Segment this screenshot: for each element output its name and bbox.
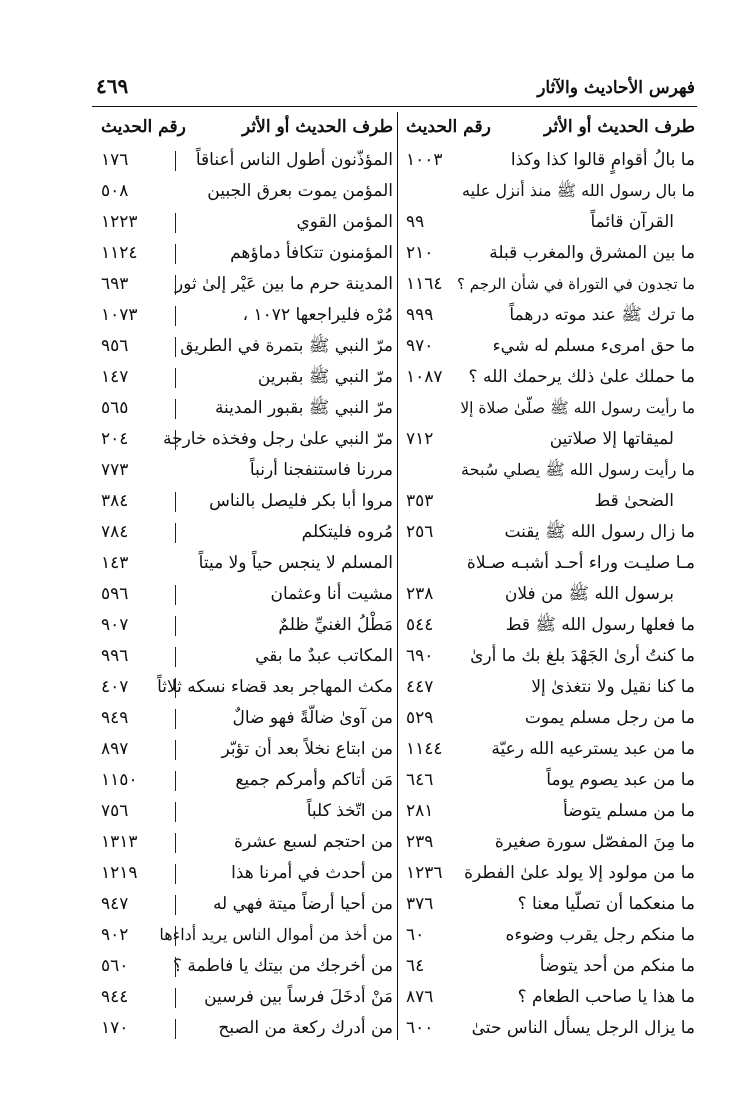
entry-text: المدينة حرم ما بين عَيْر إلىٰ ثور xyxy=(174,274,393,294)
entry-text: من أخذ من أموال الناس يريد أداءها xyxy=(159,925,393,944)
entry-separator xyxy=(175,957,176,977)
entry-number: ٣٥٣ xyxy=(406,491,434,511)
index-entry xyxy=(398,486,698,517)
entry-separator xyxy=(175,988,176,1008)
index-entry xyxy=(398,610,698,641)
entry-separator xyxy=(175,213,176,233)
index-entry xyxy=(398,920,698,951)
entry-text: ما بين المشرق والمغرب قبلة xyxy=(489,243,695,263)
index-entry xyxy=(95,982,396,1013)
index-entry xyxy=(95,889,396,920)
index-entry xyxy=(95,641,396,672)
entry-number: ١٧٠ xyxy=(101,1018,129,1038)
entry-text: ما رأيت رسول الله ﷺ صلّىٰ صلاة إلا xyxy=(460,399,695,417)
index-entry xyxy=(95,238,396,269)
entry-text: مررنا فاستنفجنا أرنباً xyxy=(249,460,393,480)
entry-number: ٩٩٦ xyxy=(101,646,129,666)
entry-text: ما بال رسول الله ﷺ منذ أنزل عليه xyxy=(462,181,695,200)
entry-text: ما ترك ﷺ عند موته درهماً xyxy=(509,305,695,325)
entry-number: ١٢٢٣ xyxy=(101,212,138,232)
entries-right xyxy=(398,145,698,1044)
index-entry xyxy=(398,207,698,238)
entry-separator xyxy=(175,895,176,915)
index-entry xyxy=(95,1013,396,1044)
entry-separator xyxy=(175,616,176,636)
column-header xyxy=(398,112,698,145)
index-entry xyxy=(398,641,698,672)
entry-number: ٩٠٧ xyxy=(101,615,129,635)
entry-number: ٨٧٦ xyxy=(406,987,434,1007)
entry-number: ٥٤٤ xyxy=(406,615,434,635)
index-entry xyxy=(398,455,698,486)
entry-text: ما من رجل مسلم يموت xyxy=(524,708,695,728)
entry-separator xyxy=(175,678,176,698)
index-entry xyxy=(95,207,396,238)
index-entry xyxy=(398,176,698,207)
entry-text: المؤذّنون أطول الناس أعناقاً xyxy=(195,150,393,170)
entry-number: ١١٢٤ xyxy=(101,243,138,263)
entry-text: مرّ النبي ﷺ بتمرة في الطريق xyxy=(180,336,393,356)
index-entry xyxy=(95,424,396,455)
index-entry xyxy=(95,517,396,548)
entry-number: ٦٤ xyxy=(406,956,425,976)
index-entry xyxy=(398,517,698,548)
index-entry xyxy=(95,176,396,207)
entry-text: ما مِنَ المفصّل سورة صغيرة xyxy=(494,832,695,852)
entry-number: ٦٠ xyxy=(406,925,425,945)
entry-text: المؤمن القوي xyxy=(296,212,393,232)
entry-separator xyxy=(175,771,176,791)
index-entry xyxy=(95,951,396,982)
index-entry xyxy=(398,1013,698,1044)
entry-separator xyxy=(175,709,176,729)
entry-number: ١٧٦ xyxy=(101,150,129,170)
entry-number: ٢٣٨ xyxy=(406,584,434,604)
entry-text: ما كنتُ أرىٰ الجَهْدَ بلغ بك ما أرىٰ xyxy=(470,646,695,666)
index-entry xyxy=(398,982,698,1013)
entry-text: لميقاتها إلا صلاتين xyxy=(549,429,674,449)
index-column-right xyxy=(398,112,698,1044)
entry-number: ٩٤٧ xyxy=(101,894,129,914)
entry-number: ١٢١٩ xyxy=(101,863,138,883)
index-entry xyxy=(95,331,396,362)
index-entry xyxy=(95,858,396,889)
index-entry xyxy=(95,269,396,300)
entry-text: المسلم لا ينجس حياً ولا ميتاً xyxy=(198,553,393,573)
entry-separator xyxy=(175,1019,176,1039)
index-entry xyxy=(95,579,396,610)
index-entry xyxy=(398,734,698,765)
entry-text: ما حملك علىٰ ذلك يرحمك الله ؟ xyxy=(468,367,695,387)
entry-number: ٧٥٦ xyxy=(101,801,129,821)
entry-separator xyxy=(175,864,176,884)
index-entry xyxy=(95,703,396,734)
entry-separator xyxy=(175,802,176,822)
entry-number: ٣٧٦ xyxy=(406,894,434,914)
entry-number: ٩٠٢ xyxy=(101,925,129,945)
entry-number: ٢٥٦ xyxy=(406,522,434,542)
entry-number: ٢٠٤ xyxy=(101,429,129,449)
index-entry xyxy=(398,827,698,858)
entry-text: ما رأيت رسول الله ﷺ يصلي سُبحة xyxy=(461,460,695,479)
entry-text: ما من مسلم يتوضأ xyxy=(562,801,695,821)
entry-text: ما من عبد يصوم يوماً xyxy=(546,770,695,790)
index-entry xyxy=(398,796,698,827)
index-entry xyxy=(95,920,396,951)
index-entry xyxy=(398,672,698,703)
index-entry xyxy=(398,765,698,796)
entry-text: مرّ النبي ﷺ بقبور المدينة xyxy=(214,398,393,418)
entry-text: الضحىٰ قط xyxy=(594,491,674,511)
page-number: ٤٦٩ xyxy=(96,74,129,98)
running-header-title: فهرس الأحاديث والآثار xyxy=(537,78,695,98)
entry-separator xyxy=(175,430,176,450)
index-entry xyxy=(95,765,396,796)
entry-number: ١٤٣ xyxy=(101,553,129,573)
entry-text: مَنْ أدخَلَ فرساً بين فرسين xyxy=(204,987,393,1007)
entry-separator xyxy=(175,926,176,946)
entry-text: ما منعكما أن تصلّيا معنا ؟ xyxy=(517,894,695,914)
index-entry xyxy=(95,827,396,858)
index-entry xyxy=(398,269,698,300)
entry-separator xyxy=(175,740,176,760)
entry-separator xyxy=(175,306,176,326)
entry-number: ٢٨١ xyxy=(406,801,434,821)
entry-number: ١٠٠٣ xyxy=(406,150,443,170)
header-number-label: رقم الحديث xyxy=(406,117,491,137)
entry-text: من أخرجك من بيتك يا فاطمة ؟ xyxy=(173,956,393,976)
index-entry xyxy=(398,951,698,982)
entry-text: مروا أبا بكر فليصل بالناس xyxy=(209,491,393,511)
index-entry xyxy=(95,610,396,641)
entry-text: ما هذا يا صاحب الطعام ؟ xyxy=(517,987,695,1007)
entry-text: ما من عبد يسترعيه الله رعيّة xyxy=(491,739,695,759)
column-header xyxy=(95,112,396,145)
entry-separator xyxy=(175,492,176,512)
entry-separator xyxy=(175,523,176,543)
entry-number: ٨٩٧ xyxy=(101,739,129,759)
entry-text: مُرْه فليراجعها ١٠٧٢ ، xyxy=(242,305,393,325)
entry-text: ما منكم من أحد يتوضأ xyxy=(539,956,695,976)
index-entry xyxy=(398,362,698,393)
entry-number: ٢٣٩ xyxy=(406,832,434,852)
entry-number: ٤٤٧ xyxy=(406,677,434,697)
entry-text: ما بالُ أقوامٍ قالوا كذا وكذا xyxy=(510,150,695,170)
entry-text: القرآن قائماً xyxy=(590,212,674,232)
entry-number: ٥٢٩ xyxy=(406,708,434,728)
entry-number: ٧١٢ xyxy=(406,429,434,449)
entry-separator xyxy=(175,244,176,264)
entry-text: ما فعلها رسول الله ﷺ قط xyxy=(505,615,695,635)
index-entry xyxy=(95,796,396,827)
entry-separator xyxy=(175,337,176,357)
index-entry xyxy=(95,672,396,703)
header-text-label: طرف الحديث أو الأثر xyxy=(544,117,695,137)
index-entry xyxy=(95,300,396,331)
entry-text: من احتجم لسبع عشرة xyxy=(233,832,393,852)
entry-text: مـا صليـت وراء أحـد أشبـه صـلاة xyxy=(466,553,695,573)
entry-text: مرّ النبي ﷺ بقبرين xyxy=(257,367,393,387)
entry-text: ما حق امرىء مسلم له شيء xyxy=(492,336,695,356)
index-column-left xyxy=(95,112,396,1044)
index-entry xyxy=(398,579,698,610)
index-entry xyxy=(398,145,698,176)
index-entry xyxy=(398,424,698,455)
header-text-label: طرف الحديث أو الأثر xyxy=(242,117,393,137)
entry-text: من آوىٰ ضالّةً فهو ضالٌ xyxy=(232,708,393,728)
entry-number: ١٣١٣ xyxy=(101,832,138,852)
index-entry xyxy=(398,858,698,889)
index-entry xyxy=(398,238,698,269)
index-entry xyxy=(95,548,396,579)
entry-number: ١٠٧٣ xyxy=(101,305,138,325)
entry-separator xyxy=(175,585,176,605)
entry-text: من اتّخذ كلباً xyxy=(306,801,393,821)
entry-text: مشيت أنا وعثمان xyxy=(270,584,393,604)
entry-number: ٥٦٠ xyxy=(101,956,129,976)
entry-number: ٥٠٨ xyxy=(101,181,129,201)
entry-text: ما زال رسول الله ﷺ يقنت xyxy=(504,522,695,542)
index-entry xyxy=(95,734,396,765)
index-entry xyxy=(398,300,698,331)
entry-number: ٢١٠ xyxy=(406,243,434,263)
entry-text: ما يزال الرجل يسأل الناس حتىٰ xyxy=(471,1018,695,1038)
entry-number: ١١٦٤ xyxy=(406,274,443,294)
entry-number: ٤٠٧ xyxy=(101,677,129,697)
entry-text: مرّ النبي علىٰ رجل وفخذه خارجة xyxy=(162,429,393,449)
entry-number: ٧٨٤ xyxy=(101,522,129,542)
entry-separator xyxy=(175,647,176,667)
entry-separator xyxy=(175,151,176,171)
entry-number: ٩٥٦ xyxy=(101,336,129,356)
entry-separator xyxy=(175,399,176,419)
entry-number: ٦٩٠ xyxy=(406,646,434,666)
entry-text: المؤمن يموت بعرق الجبين xyxy=(207,181,393,201)
entry-number: ١١٤٤ xyxy=(406,739,443,759)
index-entry xyxy=(95,145,396,176)
entry-text: ما منكم رجل يقرب وضوءه xyxy=(505,925,695,945)
entry-text: من ابتاع نخلاً بعد أن تؤبّر xyxy=(221,739,393,759)
entry-number: ١٤٧ xyxy=(101,367,129,387)
entry-separator xyxy=(175,368,176,388)
entry-number: ١١٥٠ xyxy=(101,770,138,790)
index-entry xyxy=(398,393,698,424)
entry-number: ٦٩٣ xyxy=(101,274,129,294)
entry-text: ما تجدون في التوراة في شأن الرجم ؟ xyxy=(457,275,695,293)
entry-text: ما من مولود إلا يولد علىٰ الفطرة xyxy=(464,863,695,883)
entry-number: ٥٩٦ xyxy=(101,584,129,604)
entry-separator xyxy=(175,275,176,295)
entry-text: برسول الله ﷺ من فلان xyxy=(504,584,674,604)
entry-text: مكث المهاجر بعد قضاء نسكه ثلاثاً xyxy=(157,677,393,697)
index-entry xyxy=(95,486,396,517)
index-entry xyxy=(95,393,396,424)
entry-number: ٩٧٠ xyxy=(406,336,434,356)
entry-number: ٦٤٦ xyxy=(406,770,434,790)
index-entry xyxy=(95,362,396,393)
entry-text: ما كنا نقيل ولا نتغذىٰ إلا xyxy=(531,677,695,697)
entry-text: من أحيا أرضاً ميتة فهي له xyxy=(212,894,393,914)
entry-number: ١٠٨٧ xyxy=(406,367,443,387)
index-entry xyxy=(398,703,698,734)
entry-number: ٦٠٠ xyxy=(406,1018,434,1038)
entry-separator xyxy=(175,833,176,853)
entry-number: ١٢٣٦ xyxy=(406,863,443,883)
index-entry xyxy=(398,548,698,579)
index-entry xyxy=(398,889,698,920)
entry-text: من أحدث في أمرنا هذا xyxy=(231,863,393,883)
entries-left xyxy=(95,145,396,1044)
entry-text: مُروه فليتكلم xyxy=(301,522,393,542)
header-rule xyxy=(92,106,697,107)
entry-number: ٧٧٣ xyxy=(101,460,129,480)
entry-number: ٥٦٥ xyxy=(101,398,129,418)
entry-number: ٩٩٩ xyxy=(406,305,434,325)
entry-number: ٩٩ xyxy=(406,212,425,232)
entry-text: مَن أتاكم وأمركم جميع xyxy=(235,770,393,790)
entry-text: المكاتب عبدٌ ما بقي xyxy=(255,646,393,666)
index-entry xyxy=(95,455,396,486)
entry-number: ٣٨٤ xyxy=(101,491,129,511)
index-entry xyxy=(398,331,698,362)
entry-number: ٩٤٤ xyxy=(101,987,129,1007)
entry-number: ٩٤٩ xyxy=(101,708,129,728)
entry-text: مَطْلُ الغنيِّ ظلمٌ xyxy=(278,615,393,635)
entry-text: من أدرك ركعة من الصبح xyxy=(218,1018,393,1038)
entry-text: المؤمنون تتكافأ دماؤهم xyxy=(230,243,393,263)
header-number-label: رقم الحديث xyxy=(101,117,186,137)
